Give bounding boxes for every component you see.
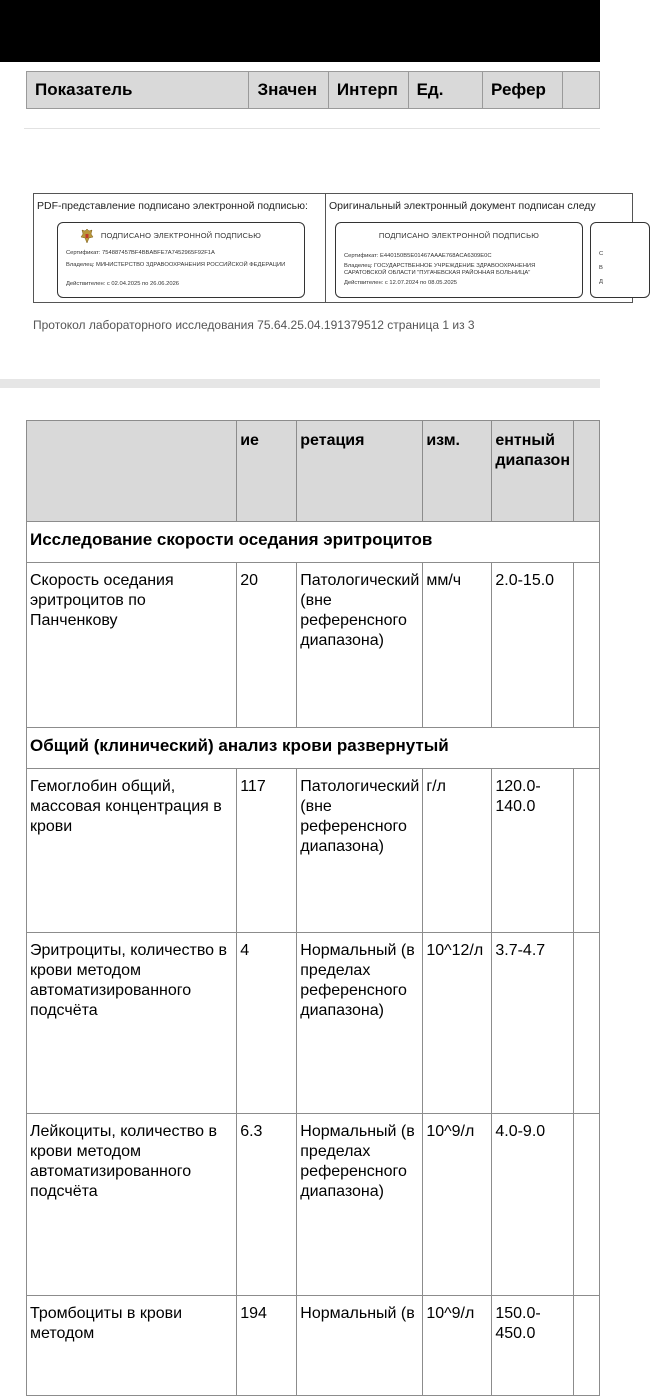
table-row bbox=[27, 769, 600, 933]
cell-extra bbox=[574, 563, 600, 728]
cell-indicator: Эритроциты, количество в крови методом автоматизированного подсчёта bbox=[27, 933, 237, 1114]
stamp-validity: Действителен: с 02.04.2025 по 26.06.2026 bbox=[66, 281, 180, 287]
section-title: Общий (клинический) анализ крови развернутый bbox=[27, 728, 600, 769]
cell-reference: 4.0-9.0 bbox=[492, 1114, 574, 1296]
cell-interpretation: Нормальный (в bbox=[297, 1296, 423, 1396]
col-header-interpretation: ретация bbox=[297, 421, 423, 522]
cell-reference: 2.0-15.0 bbox=[492, 563, 574, 728]
cell-unit: г/л bbox=[423, 769, 492, 933]
table-row bbox=[27, 1296, 600, 1396]
col-header-value: ие bbox=[237, 421, 297, 522]
cell-interpretation: Нормальный (в пределах референсного диапазона) bbox=[297, 933, 423, 1114]
pdf-signed-label: PDF-представление подписано электронной подписью: bbox=[37, 200, 308, 212]
cell-extra bbox=[574, 1296, 600, 1396]
cell-extra bbox=[574, 933, 600, 1114]
table-row bbox=[27, 563, 600, 728]
page-gap bbox=[0, 379, 600, 388]
cell-unit: 10^12/л bbox=[423, 933, 492, 1114]
cell-interpretation: Патологический (вне референсного диапазона) bbox=[297, 563, 423, 728]
stamp-partial-line: В bbox=[599, 265, 603, 271]
cell-value: 194 bbox=[237, 1296, 297, 1396]
stamp-title: ПОДПИСАНО ЭЛЕКТРОННОЙ ПОДПИСЬЮ bbox=[378, 231, 540, 240]
col-header-extra bbox=[574, 421, 600, 522]
cell-indicator: Тромбоциты в крови методом bbox=[27, 1296, 237, 1396]
stamp-owner: Владелец: МИНИСТЕРСТВО ЗДРАВООХРАНЕНИЯ РОССИЙСКОЙ ФЕДЕРАЦИИ bbox=[66, 262, 286, 268]
results-header-table bbox=[26, 71, 600, 109]
header-indicator: Показатель bbox=[27, 72, 249, 109]
cell-reference: 150.0-450.0 bbox=[492, 1296, 574, 1396]
cell-unit: 10^9/л bbox=[423, 1296, 492, 1396]
cell-value: 4 bbox=[237, 933, 297, 1114]
signature-stamp-partial bbox=[590, 222, 650, 298]
signature-stamp-hospital bbox=[335, 222, 583, 298]
section-row bbox=[27, 728, 600, 769]
col-header-unit: изм. bbox=[423, 421, 492, 522]
cell-interpretation: Нормальный (в пределах референсного диапазона) bbox=[297, 1114, 423, 1296]
cell-indicator: Лейкоциты, количество в крови методом автоматизированного подсчёта bbox=[27, 1114, 237, 1296]
top-black-bar bbox=[0, 0, 600, 62]
cell-interpretation: Патологический (вне референсного диапазона) bbox=[297, 769, 423, 933]
cell-value: 117 bbox=[237, 769, 297, 933]
section-title: Исследование скорости оседания эритроцитов bbox=[27, 522, 600, 563]
results-table bbox=[26, 420, 600, 1396]
cell-unit: 10^9/л bbox=[423, 1114, 492, 1296]
cell-indicator: Скорость оседания эритроцитов по Панченкову bbox=[27, 563, 237, 728]
signature-divider bbox=[325, 194, 326, 302]
table-row bbox=[27, 1114, 600, 1296]
cell-reference: 120.0-140.0 bbox=[492, 769, 574, 933]
header-extra bbox=[563, 72, 600, 109]
cell-indicator: Гемоглобин общий, массовая концентрация в крови bbox=[27, 769, 237, 933]
stamp-certificate: Сертификат: 754887457BF4BBABFE7A7452965F92F1A bbox=[66, 250, 215, 256]
protocol-footer: Протокол лабораторного исследования 75.64.25.04.191379512 страница 1 из 3 bbox=[33, 318, 475, 332]
cell-value: 20 bbox=[237, 563, 297, 728]
cell-extra bbox=[574, 1114, 600, 1296]
signature-block bbox=[33, 193, 633, 303]
stamp-certificate: Сертификат: E440150B5E01467AAAE768ACA6309E0C bbox=[344, 253, 492, 259]
stamp-title: ПОДПИСАНО ЭЛЕКТРОННОЙ ПОДПИСЬЮ bbox=[100, 231, 262, 240]
stamp-owner: Владелец: ГОСУДАРСТВЕННОЕ УЧРЕЖДЕНИЕ ЗДРАВООХРАНЕНИЯ САРАТОВСКОЙ ОБЛАСТИ "ПУГАЧЕВСКАЯ РАЙОННАЯ БОЛЬНИЦА" bbox=[344, 263, 536, 276]
cell-unit: мм/ч bbox=[423, 563, 492, 728]
cell-extra bbox=[574, 769, 600, 933]
stamp-validity: Действителен: с 12.07.2024 по 08.05.2025 bbox=[344, 280, 458, 286]
cell-reference: 3.7-4.7 bbox=[492, 933, 574, 1114]
original-signed-label: Оригинальный электронный документ подписан следу bbox=[329, 200, 596, 212]
header-interpretation: Интерп bbox=[328, 72, 408, 109]
stamp-partial-line: Д bbox=[599, 279, 603, 285]
table-row bbox=[27, 933, 600, 1114]
header-unit: Ед. bbox=[408, 72, 482, 109]
section-row bbox=[27, 522, 600, 563]
col-header-reference: ентный диапазон bbox=[492, 421, 574, 522]
page-divider bbox=[24, 128, 600, 129]
cell-value: 6.3 bbox=[237, 1114, 297, 1296]
header-value: Значен bbox=[249, 72, 328, 109]
signature-stamp-ministry bbox=[57, 222, 305, 298]
header-reference: Рефер bbox=[483, 72, 563, 109]
col-header-indicator bbox=[27, 421, 237, 522]
stamp-partial-line: С bbox=[599, 251, 604, 257]
